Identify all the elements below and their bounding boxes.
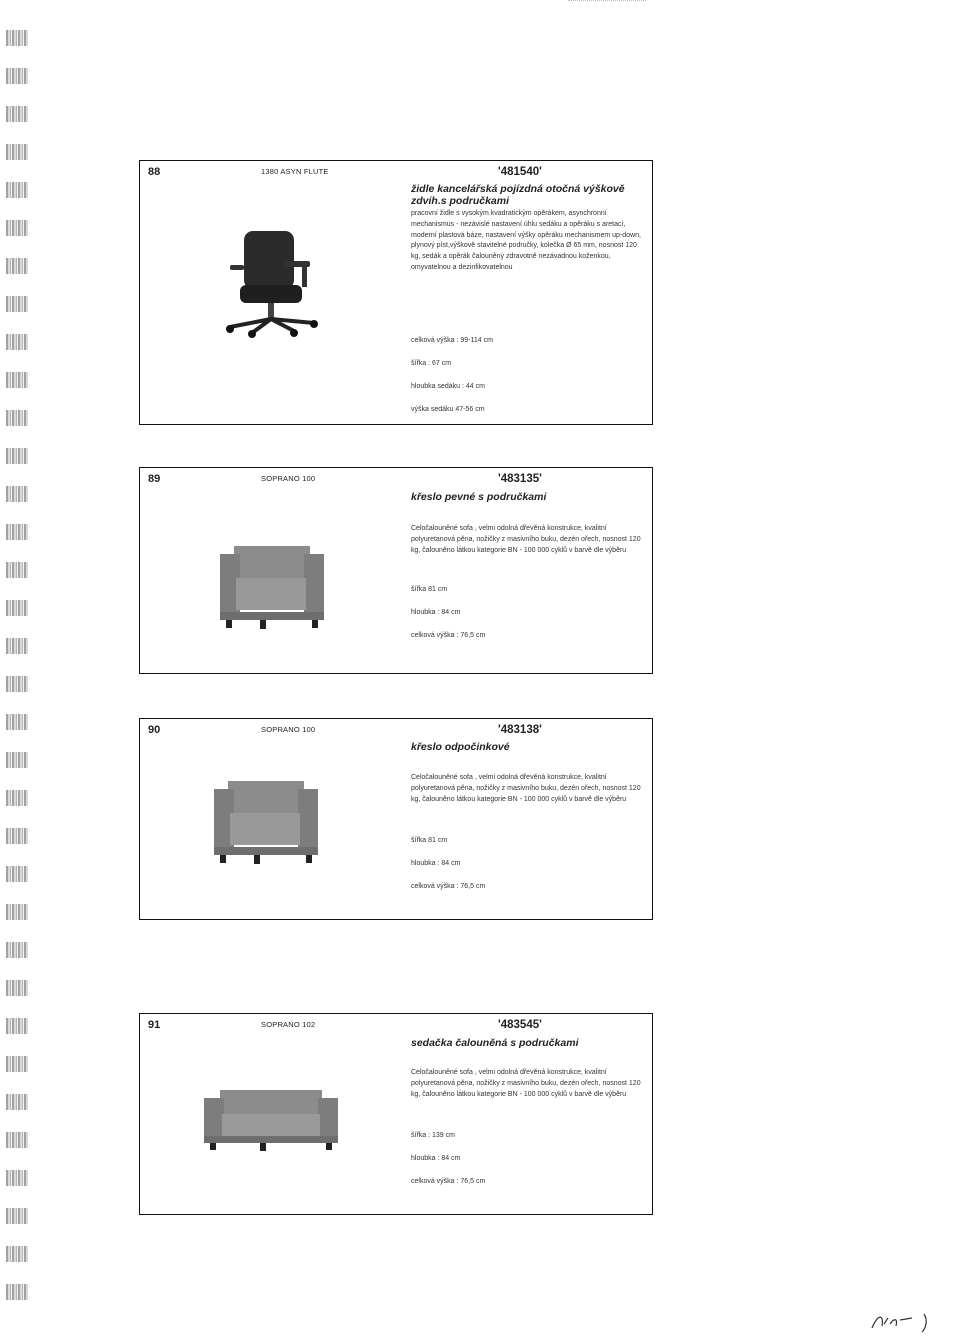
binding-mark [6, 714, 28, 730]
dimension-item: šířka : 67 cm [411, 360, 452, 367]
product-card [139, 1013, 653, 1215]
armchair-image [216, 540, 326, 630]
product-code: '483545' [498, 1019, 542, 1031]
product-title: křeslo odpočinkové [411, 741, 510, 753]
binding-mark [6, 144, 28, 160]
armchair-image [210, 775, 320, 865]
product-description: Celočalouněné sofa , velmi odolná dřevěná konstrukce, kvalitní polyuretanová pěna, nožičky z masivního buku, dezén ořech, nosnost 120 kg, čalouněno látkou kategorie BN - 100 000 cyklů v barvě dle výběru [411, 525, 641, 554]
binding-mark [6, 30, 28, 46]
binding-mark [6, 828, 28, 844]
dimension-item: celková výška : 76,5 cm [411, 1178, 486, 1185]
dimension-item: šířka 81 cm [411, 586, 448, 593]
binding-mark [6, 752, 28, 768]
product-description: pracovní židle s vysokým kvadratickým opěrákem, asynchronní mechanismus - nezávislé nastavení úhlu sedáku a opěráku s aretací, moderní plastová báze, nastavení výšky opěráku mechanismem up-down, plynový píst,výškově stavitelné područky, kolečka Ø 65 mm, nosnost 120 kg, sedák a opěrák čalouněný zdravotně nezávadnou koženkou, omyvatelnou a dezinfikovatelnou [411, 210, 641, 271]
model-name: SOPRANO 102 [261, 1020, 316, 1029]
dimension-item: hloubka sedáku : 44 cm [411, 383, 485, 390]
dimension-item: šířka : 139 cm [411, 1132, 455, 1139]
binding-mark [6, 904, 28, 920]
dimension-item: hloubka : 84 cm [411, 1155, 461, 1162]
sofa-image [200, 1084, 340, 1156]
model-name: 1380 ASYN FLUTE [261, 167, 329, 176]
scan-binding-strip [0, 0, 44, 1342]
binding-mark [6, 68, 28, 84]
dimension-item: šířka 81 cm [411, 837, 448, 844]
binding-mark [6, 220, 28, 236]
product-code: '481540' [498, 166, 542, 178]
binding-mark [6, 1018, 28, 1034]
dimensions-list [411, 586, 485, 655]
product-card [139, 160, 653, 425]
item-number: 91 [148, 1019, 161, 1031]
product-title: křeslo pevné s područkami [411, 491, 547, 503]
binding-mark [6, 1132, 28, 1148]
product-title: židle kancelářská pojízdná otočná výškově zdvih.s područkami [411, 183, 625, 207]
binding-mark [6, 1094, 28, 1110]
binding-mark [6, 790, 28, 806]
product-description: Celočalouněné sofa , velmi odolná dřevěná konstrukce, kvalitní polyuretanová pěna, nožičky z masivního buku, dezén ořech, nosnost 120 kg, čalouněno látkou kategorie BN - 100 000 cyklů v barvě dle výběru [411, 1069, 641, 1098]
binding-mark [6, 1246, 28, 1262]
dimensions-list [411, 337, 493, 429]
handwritten-signature [868, 1310, 938, 1334]
dimension-item: výška sedáku 47-56 cm [411, 406, 485, 413]
binding-mark [6, 334, 28, 350]
binding-mark [6, 296, 28, 312]
item-number: 90 [148, 724, 161, 736]
binding-mark [6, 448, 28, 464]
dimension-item: celková výška : 76,5 cm [411, 883, 486, 890]
product-code: '483135' [498, 473, 542, 485]
model-name: SOPRANO 100 [261, 725, 316, 734]
office-chair-image [222, 223, 342, 338]
binding-mark [6, 600, 28, 616]
binding-mark [6, 410, 28, 426]
binding-mark [6, 1208, 28, 1224]
model-name: SOPRANO 100 [261, 474, 316, 483]
binding-mark [6, 638, 28, 654]
scan-artifact [568, 0, 646, 5]
dimensions-list [411, 837, 485, 906]
product-title: sedačka čalouněná s područkami [411, 1037, 579, 1049]
dimension-item: celková výška : 99-114 cm [411, 337, 493, 344]
binding-mark [6, 182, 28, 198]
product-description: Celočalouněné sofa , velmi odolná dřevěná konstrukce, kvalitní polyuretanová pěna, nožičky z masivního buku, dezén ořech, nosnost 120 kg, čalouněno látkou kategorie BN - 100 000 cyklů v barvě dle výběru [411, 774, 641, 803]
binding-mark [6, 980, 28, 996]
binding-mark [6, 562, 28, 578]
product-code: '483138' [498, 724, 542, 736]
product-card [139, 467, 653, 674]
binding-mark [6, 942, 28, 958]
binding-mark [6, 524, 28, 540]
binding-mark [6, 1056, 28, 1072]
binding-mark [6, 106, 28, 122]
binding-mark [6, 258, 28, 274]
dimension-item: hloubka : 84 cm [411, 609, 461, 616]
binding-mark [6, 1284, 28, 1300]
binding-mark [6, 676, 28, 692]
item-number: 89 [148, 473, 161, 485]
binding-mark [6, 866, 28, 882]
dimension-item: celková výška : 76,5 cm [411, 632, 486, 639]
dimensions-list [411, 1132, 485, 1201]
dimension-item: hloubka : 84 cm [411, 860, 461, 867]
binding-mark [6, 372, 28, 388]
product-card [139, 718, 653, 920]
binding-mark [6, 486, 28, 502]
item-number: 88 [148, 166, 161, 178]
binding-mark [6, 1170, 28, 1186]
